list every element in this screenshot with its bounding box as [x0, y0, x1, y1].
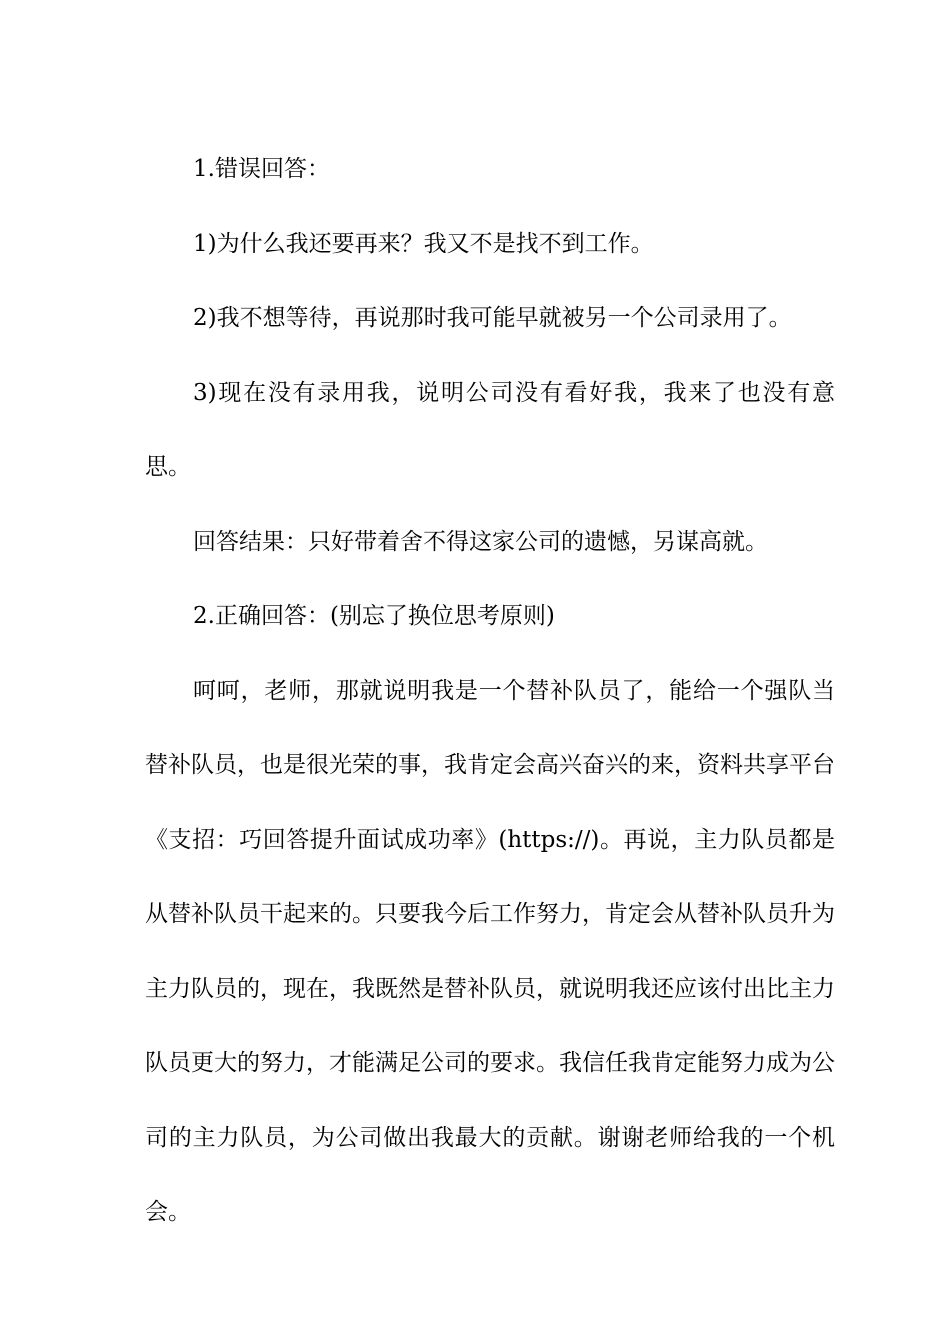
answer-result: 回答结果：只好带着舍不得这家公司的遗憾，另谋高就。	[193, 528, 768, 555]
wrong-answer-item-2: 2)我不想等待，再说那时我可能早就被另一个公司录用了。	[193, 305, 792, 331]
document-body	[145, 132, 835, 1250]
wrong-answer-item-3: 3)现在没有录用我，说明公司没有看好我，我来了也没有意思。	[145, 379, 835, 480]
correct-answer-body: 呵呵，老师，那就说明我是一个替补队员了，能给一个强队当替补队员，也是很光荣的事，我肯定会高兴奋兴的来，资料共享平台《支招：巧回答提升面试成功率》(https://)。再说，主力队员都是从替补队员干起来的。只要我今后工作努力，肯定会从替补队员升为主力队员的，现在，我既然是替补队员，就说明我还应该付出比主力队员更大的努力，才能满足公司的要求。我信任我肯定能努力成为公司的主力队员，为公司做出我最大的贡献。谢谢老师给我的一个机会。	[145, 677, 835, 1225]
wrong-answer-item-1: 1)为什么我还要再来？我又不是找不到工作。	[193, 230, 654, 257]
heading-correct-answer: 2.正确回答：(别忘了换位思考原则)	[193, 603, 555, 629]
heading-wrong-answer: 1.错误回答：	[193, 156, 330, 182]
